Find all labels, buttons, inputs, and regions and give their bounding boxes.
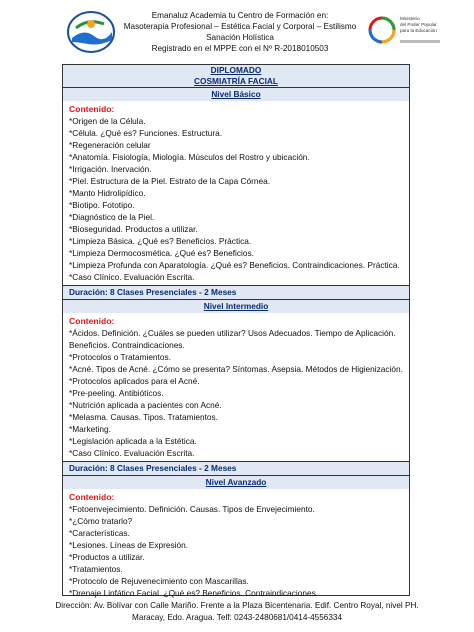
academy-specialty-extra: Sanación Holística (206, 33, 274, 42)
list-item: *Irrigación. Inervación. (69, 164, 152, 174)
ministry-logo (366, 10, 454, 58)
list-item: *Legislación aplicada a la Estética. (69, 436, 197, 446)
list-item: *Diagnóstico de la Piel. (69, 212, 155, 222)
level-title: Nivel Avanzado (63, 476, 409, 489)
contenido-label: Contenido: (69, 492, 115, 502)
header-text-block (120, 10, 360, 54)
academy-logo (66, 10, 116, 54)
list-item: *Lesiones. Líneas de Expresión. (69, 540, 189, 550)
list-item: *Marketing. (69, 424, 111, 434)
list-item: *Limpieza Dermocosmética. ¿Qué es? Beneficios. (69, 248, 254, 258)
table-title (63, 65, 409, 87)
academy-specialties: Masoterapia Profesional – Estética Facial y Corporal – Estilismo (123, 22, 357, 31)
list-item: *Melasma. Causas. Tipos. Tratamientos. (69, 412, 218, 422)
list-item: *Origen de la Célula. (69, 116, 146, 126)
diploma-subtitle: COSMIATRÍA FACIAL (194, 76, 278, 86)
list-item: *Bioseguridad. Productos a utilizar. (69, 224, 198, 234)
level-avanzado (63, 475, 409, 601)
list-item: *Tratamientos. (69, 564, 123, 574)
svg-text:para la Educación: para la Educación (400, 28, 437, 33)
duration-basico: Duración: 8 Clases Presenciales - 2 Meses (63, 285, 409, 299)
level-title: Nivel Intermedio (63, 300, 409, 313)
list-item: *Protocolos o Tratamientos. (69, 352, 171, 362)
list-item: *Regeneración celular (69, 140, 151, 150)
list-item: *Limpieza Profunda con Aparatología. ¿Qué es? Beneficios. Contraindicaciones. Práctica. (69, 260, 400, 270)
academy-name: Emanaluz Academia tu Centro de Formación en: (151, 11, 329, 20)
list-item: *Manto Hidrolipídico. (69, 188, 146, 198)
duration-intermedio: Duración: 8 Clases Presenciales - 2 Meses (63, 461, 409, 475)
list-item: *¿Cómo tratarlo? (69, 516, 133, 526)
list-item: *Célula. ¿Qué es? Funciones. Estructura. (69, 128, 223, 138)
address-line: Dirección: Av. Bolívar con Calle Mariño. Frente a la Plaza Bicentenaria. Edif. Centro Royal, nivel PH. (55, 601, 419, 610)
list-item: *Ácidos. Definición. ¿Cuáles se pueden utilizar? Usos Adecuados. Tiempo de Aplicación. Beneficios. Contraindicaciones. (69, 328, 396, 350)
list-item: *Drenaje Linfático Facial. ¿Qué es? Beneficios. Contraindicaciones. (69, 588, 319, 598)
svg-text:Ministerio: Ministerio (400, 16, 420, 21)
contenido-label: Contenido: (69, 104, 115, 114)
list-item: *Caso Clínico. Evaluación Escrita. (69, 272, 195, 282)
list-item: *Limpieza Básica. ¿Qué es? Beneficios. Práctica. (69, 236, 252, 246)
level-title: Nivel Básico (63, 88, 409, 101)
list-item: *Protocolo de Rejuvenecimiento con Mascarillas. (69, 576, 249, 586)
list-item: *Fotoenvejecimiento. Definición. Causas. Tipos de Envejecimiento. (69, 504, 315, 514)
list-item: *Pre-peeling. Antibióticos. (69, 388, 164, 398)
list-item: *Nutrición aplicada a pacientes con Acné. (69, 400, 222, 410)
list-item: *Biotipo. Fototipo. (69, 200, 135, 210)
list-item: *Productos a utilizar. (69, 552, 145, 562)
list-item: *Caso Clínico. Evaluación Escrita. (69, 448, 195, 458)
document-footer (20, 600, 454, 624)
contact-line: Maracay, Edo. Aragua. Telf: 0243-2480681/0414-4556334 (132, 613, 342, 622)
content-list (69, 503, 403, 599)
list-item: *Piel. Estructura de la Piel. Estrato de la Capa Córnea. (69, 176, 271, 186)
level-intermedio (63, 299, 409, 461)
document-header (0, 0, 474, 60)
list-item: *Acné. Tipos de Acné. ¿Cómo se presenta? Síntomas. Asepsia. Métodos de Higienización. (69, 364, 403, 374)
list-item: *Características. (69, 528, 130, 538)
list-item: *Protocolos aplicados para el Acné. (69, 376, 200, 386)
content-list (69, 115, 403, 283)
registration-number: Registrado en el MPPE con el Nº R-2018010503 (151, 44, 329, 53)
content-list (69, 327, 403, 459)
list-item: *Anatomía. Fisiología, Miología. Músculos del Rostro y ubicación. (69, 152, 310, 162)
svg-text:del Poder Popular: del Poder Popular (400, 22, 437, 27)
diploma-table (62, 64, 410, 596)
contenido-label: Contenido: (69, 316, 115, 326)
level-basico (63, 87, 409, 285)
diploma-title: DIPLOMADO (210, 65, 262, 75)
